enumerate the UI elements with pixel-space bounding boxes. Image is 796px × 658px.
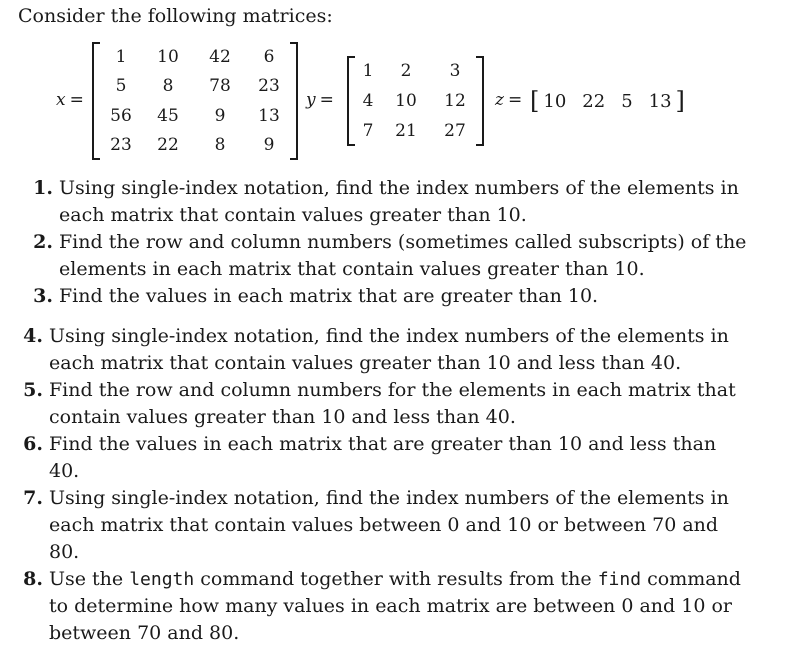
question-text: Find the values in each matrix that are greater than 10 and less than 40. — [49, 433, 717, 482]
intro-text: Consider the following matrices: — [18, 5, 333, 27]
question-text: Find the values in each matrix that are greater than 10. — [59, 285, 599, 307]
matrix-x-cell: 9 — [214, 105, 226, 126]
matrix-y-cell: 2 — [400, 61, 412, 81]
matrix-x-cell: 78 — [209, 76, 231, 97]
matrix-x-cell: 8 — [214, 135, 226, 156]
matrix-z-equals: = — [507, 90, 523, 110]
matrix-z — [530, 87, 685, 115]
question-number: 5. — [23, 379, 43, 401]
matrix-y-name: y — [306, 90, 316, 110]
matrix-y-cell: 21 — [395, 121, 417, 141]
question-number: 3. — [33, 285, 53, 307]
matrix-x-cell: 13 — [258, 105, 280, 126]
question-text: Find the row and column numbers for the elements in each matrix that contain values greater than 10 and less than 40. — [49, 379, 736, 428]
matrix-y-cell: 7 — [362, 121, 374, 141]
question-item — [23, 485, 749, 566]
matrix-z-name: z — [495, 90, 504, 110]
matrix-y-equals: = — [319, 90, 334, 110]
question-item — [23, 323, 749, 377]
question-item — [33, 175, 759, 229]
question-text: Using single-index notation, find the index numbers of the elements in each matrix that contain values greater than 10 and less than 40. — [49, 325, 729, 374]
matrix-y-cell: 12 — [444, 91, 466, 111]
question-text-part: command together with results from the — [194, 568, 598, 590]
matrix-x-cell: 42 — [209, 46, 231, 67]
matrix-y — [355, 56, 479, 146]
question-item — [33, 283, 759, 310]
matrix-x-cell: 8 — [162, 76, 174, 97]
question-item — [23, 377, 749, 431]
question-item — [23, 566, 749, 647]
matrix-x — [100, 42, 292, 160]
matrix-x-cell: 9 — [263, 135, 275, 156]
question-list-a — [33, 175, 759, 310]
matrix-x-left-bracket — [92, 42, 100, 160]
matrix-z-close-bracket: ] — [675, 87, 685, 115]
matrix-x-cell: 5 — [115, 76, 127, 97]
matrix-x-name: x — [56, 90, 66, 110]
matrix-y-left-bracket — [347, 56, 355, 146]
question-number: 7. — [23, 487, 43, 509]
question-number: 6. — [23, 433, 43, 455]
matrix-z-cell: 13 — [648, 91, 672, 112]
code-snippet: length — [129, 569, 195, 590]
question-text: Using single-index notation, find the index numbers of the elements in each matrix that contain values between 0 and 10 or between 70 and 80. — [49, 487, 729, 563]
matrix-z-cell: 10 — [543, 91, 567, 112]
question-text — [49, 566, 749, 647]
matrix-y-cell: 27 — [444, 121, 466, 141]
matrix-x-cell: 45 — [157, 105, 179, 126]
question-text-part: command to determine how many values in each matrix are between 0 and 10 or between 70 and 80. — [49, 568, 741, 644]
matrix-x-cell: 6 — [263, 46, 275, 67]
matrix-x-cell: 22 — [157, 135, 179, 156]
question-text-part: Use the — [49, 568, 130, 590]
matrix-x-cell: 56 — [110, 105, 132, 126]
matrix-z-label — [495, 90, 522, 110]
matrix-x-equals: = — [69, 90, 84, 110]
matrix-x-cell: 23 — [110, 135, 132, 156]
matrix-y-cell: 3 — [449, 61, 461, 81]
question-list-b — [23, 323, 749, 647]
matrix-x-right-bracket — [290, 42, 298, 160]
question-number: 2. — [33, 231, 53, 253]
question-number: 4. — [23, 325, 43, 347]
matrix-y-cell: 10 — [395, 91, 417, 111]
matrix-x-cell: 10 — [157, 46, 179, 67]
matrix-x-cell: 1 — [115, 46, 127, 67]
matrix-x-label — [56, 90, 84, 110]
question-item — [23, 431, 749, 485]
question-text: Using single-index notation, find the index numbers of the elements in each matrix that contain values greater than 10. — [59, 177, 739, 226]
matrix-y-label — [306, 90, 334, 110]
matrix-z-cell: 5 — [621, 91, 633, 112]
question-item — [33, 229, 759, 283]
matrix-y-cell: 1 — [362, 61, 374, 81]
code-snippet: find — [597, 569, 642, 590]
matrix-z-open-bracket: [ — [530, 87, 540, 115]
matrix-y-right-bracket — [476, 56, 484, 146]
question-text: Find the row and column numbers (sometimes called subscripts) of the elements in each matrix that contain values greater than 10. — [59, 231, 747, 280]
question-number: 8. — [23, 568, 43, 590]
matrix-z-cell: 22 — [582, 91, 606, 112]
matrix-x-cell: 23 — [258, 76, 280, 97]
question-number: 1. — [33, 177, 53, 199]
matrix-y-cell: 4 — [362, 91, 374, 111]
